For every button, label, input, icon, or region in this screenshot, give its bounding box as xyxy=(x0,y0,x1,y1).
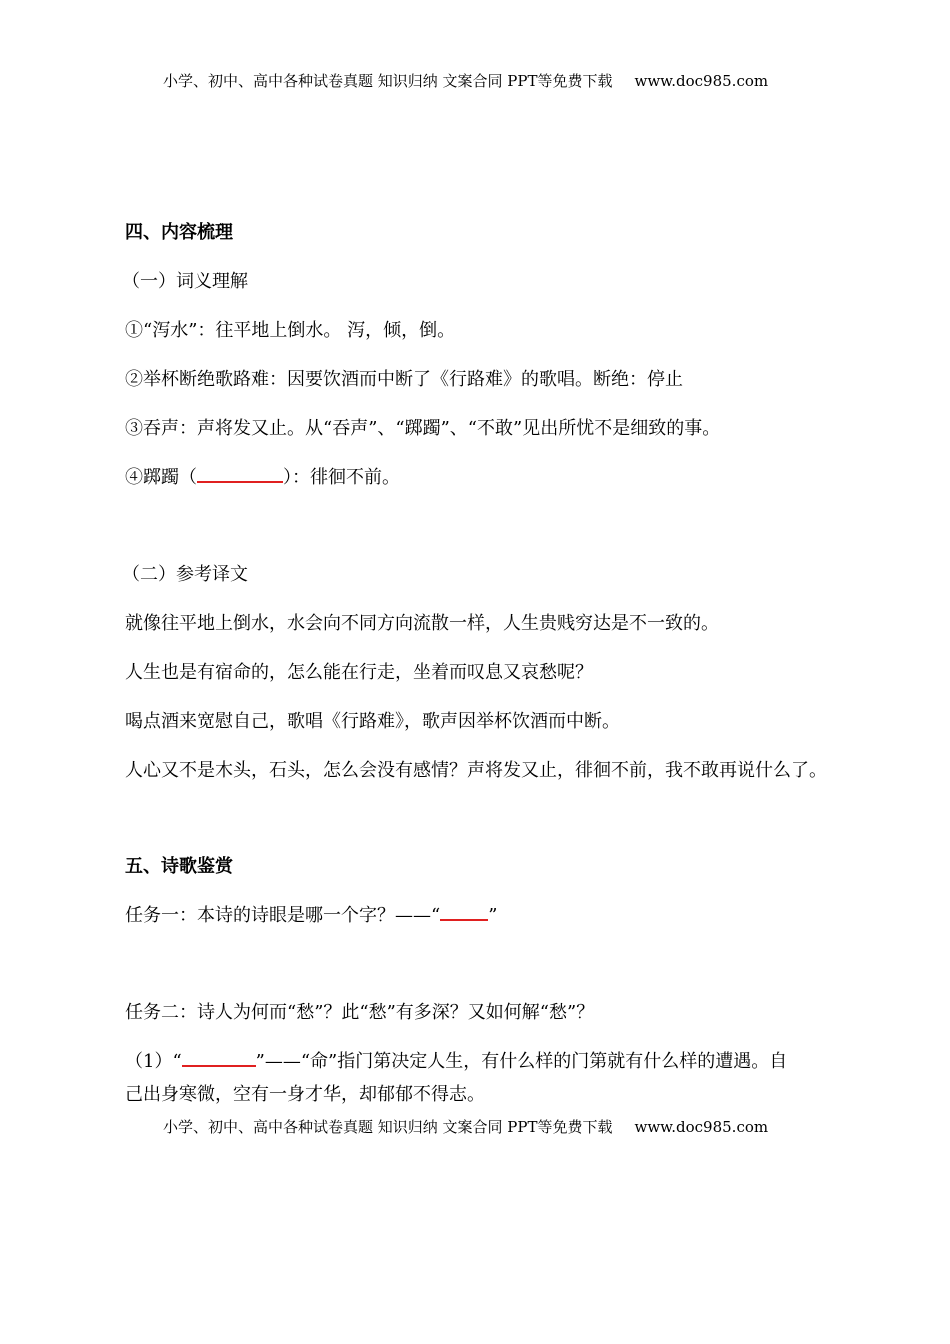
question-1 xyxy=(125,1047,787,1073)
question-1-continued: 己出身寒微，空有一身才华，却郁郁不得志。 xyxy=(125,1084,485,1105)
footer-text: 小学、初中、高中各种试卷真题 知识归纳 文案合同 PPT等免费下载 xyxy=(163,1118,613,1136)
task-1-suffix: ” xyxy=(488,905,498,926)
item-4-prefix: ④踯躅（ xyxy=(125,467,197,488)
footer-site: www.doc985.com xyxy=(634,1118,769,1136)
translation-line-3: 喝点酒来宽慰自己，歌唱《行路难》，歌声因举杯饮酒而中断。 xyxy=(125,711,620,732)
task-1-prefix: 任务一：本诗的诗眼是哪一个字？——“ xyxy=(125,905,441,926)
question-1-suffix: ”——“命”指门第决定人生，有什么样的门第就有什么样的遭遇。自 xyxy=(255,1051,788,1072)
subheading-word-meaning: （一）词义理解 xyxy=(122,271,248,292)
translation-line-2: 人生也是有宿命的，怎么能在行走，坐着而叹息又哀愁呢？ xyxy=(125,662,593,683)
subheading-translation: （二）参考译文 xyxy=(122,564,248,585)
translation-line-4: 人心又不是木头，石头，怎么会没有感情？声将发又止，徘徊不前，我不敢再说什么了。 xyxy=(125,760,827,781)
item-4-suffix: ）：徘徊不前。 xyxy=(283,467,400,488)
translation-line-1: 就像往平地上倒水，水会向不同方向流散一样，人生贵贱穷达是不一致的。 xyxy=(125,613,719,634)
page-header xyxy=(163,70,768,91)
fill-blank[interactable] xyxy=(182,1047,256,1067)
page-footer xyxy=(163,1116,768,1137)
section-4-title: 四、内容梳理 xyxy=(125,222,233,243)
header-text: 小学、初中、高中各种试卷真题 知识归纳 文案合同 PPT等免费下载 xyxy=(163,72,613,90)
fill-blank[interactable] xyxy=(197,463,283,483)
item-1: ①“泻水”：往平地上倒水。 泻，倾，倒。 xyxy=(125,320,456,341)
item-2: ②举杯断绝歌路难：因要饮酒而中断了《行路难》的歌唱。断绝：停止 xyxy=(125,369,683,390)
task-1 xyxy=(125,901,497,927)
header-site: www.doc985.com xyxy=(634,72,769,90)
item-4 xyxy=(125,463,400,489)
section-5-title: 五、诗歌鉴赏 xyxy=(125,856,233,877)
fill-blank[interactable] xyxy=(440,901,488,921)
question-1-prefix: （1）“ xyxy=(125,1051,182,1072)
item-3: ③吞声：声将发又止。从“吞声”、“踯躅”、“不敢”见出所忧不是细致的事。 xyxy=(125,418,721,439)
task-2: 任务二：诗人为何而“愁”？此“愁”有多深？又如何解“愁”？ xyxy=(125,1002,595,1023)
